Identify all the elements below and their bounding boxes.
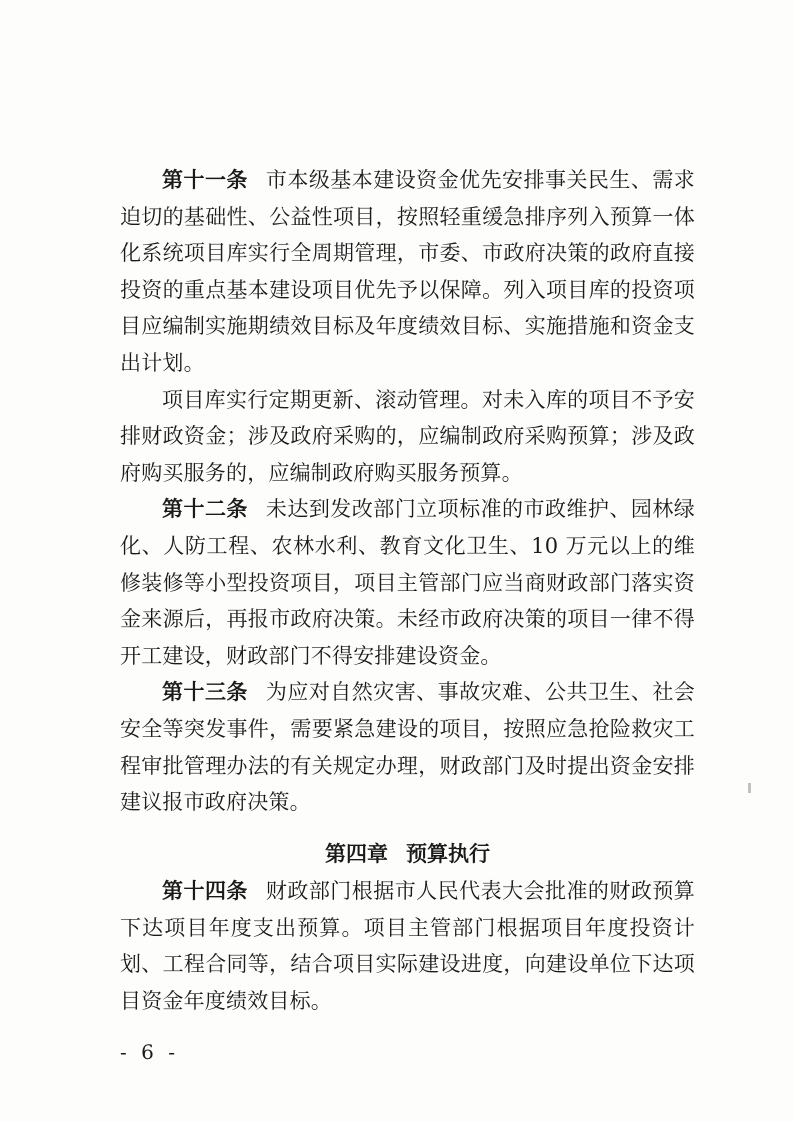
- article-13: [120, 674, 695, 820]
- article-11-paragraph-2: [120, 382, 695, 492]
- lower-body: [120, 873, 695, 1019]
- article-11: [120, 162, 695, 382]
- article-11-text: 市本级基本建设资金优先安排事关民生、需求迫切的基础性、公益性项目，按照轻重缓急排序列入预算一体化系统项目库实行全周期管理，市委、市政府决策的政府直接投资的重点基本建设项目优先予以保障。列入项目库的投资项目应编制实施期绩效目标及年度绩效目标、实施措施和资金支出计划。: [120, 168, 696, 375]
- chapter-number: 第四章: [325, 842, 388, 866]
- article-11-heading: 第十一条: [162, 168, 248, 192]
- upper-body: [120, 162, 695, 821]
- article-12-text: 未达到发改部门立项标准的市政维护、园林绿化、人防工程、农林水利、教育文化卫生、10 万元以上的维修装修等小型投资项目，项目主管部门应当商财政部门落实资金来源后，再报市政府决策。未经市政府决策的项目一律不得开工建设，财政部门不得安排建设资金。: [120, 497, 696, 668]
- chapter-heading: [120, 838, 695, 870]
- article-13-heading: 第十三条: [162, 680, 248, 705]
- chapter-title: 预算执行: [406, 842, 490, 866]
- article-12-heading: 第十二条: [162, 497, 248, 522]
- article-12: [120, 491, 695, 674]
- article-14-text: 财政部门根据市人民代表大会批准的财政预算下达项目年度支出预算。项目主管部门根据项目年度投资计划、工程合同等，结合项目实际建设进度，向建设单位下达项目资金年度绩效目标。: [120, 879, 696, 1013]
- scan-speck: [748, 783, 751, 793]
- article-14: [120, 873, 695, 1019]
- article-14-heading: 第十四条: [162, 879, 248, 903]
- article-11-p2-text: 项目库实行定期更新、滚动管理。对未入库的项目不予安排财政资金；涉及政府采购的，应编制政府采购预算；涉及政府购买服务的，应编制政府购买服务预算。: [120, 387, 695, 485]
- page-number: - 6 -: [120, 1040, 179, 1064]
- article-13-text: 为应对自然灾害、事故灾难、公共卫生、社会安全等突发事件，需要紧急建设的项目，按照应急抢险救灾工程审批管理办法的有关规定办理，财政部门及时提出资金安排建议报市政府决策。: [120, 680, 696, 815]
